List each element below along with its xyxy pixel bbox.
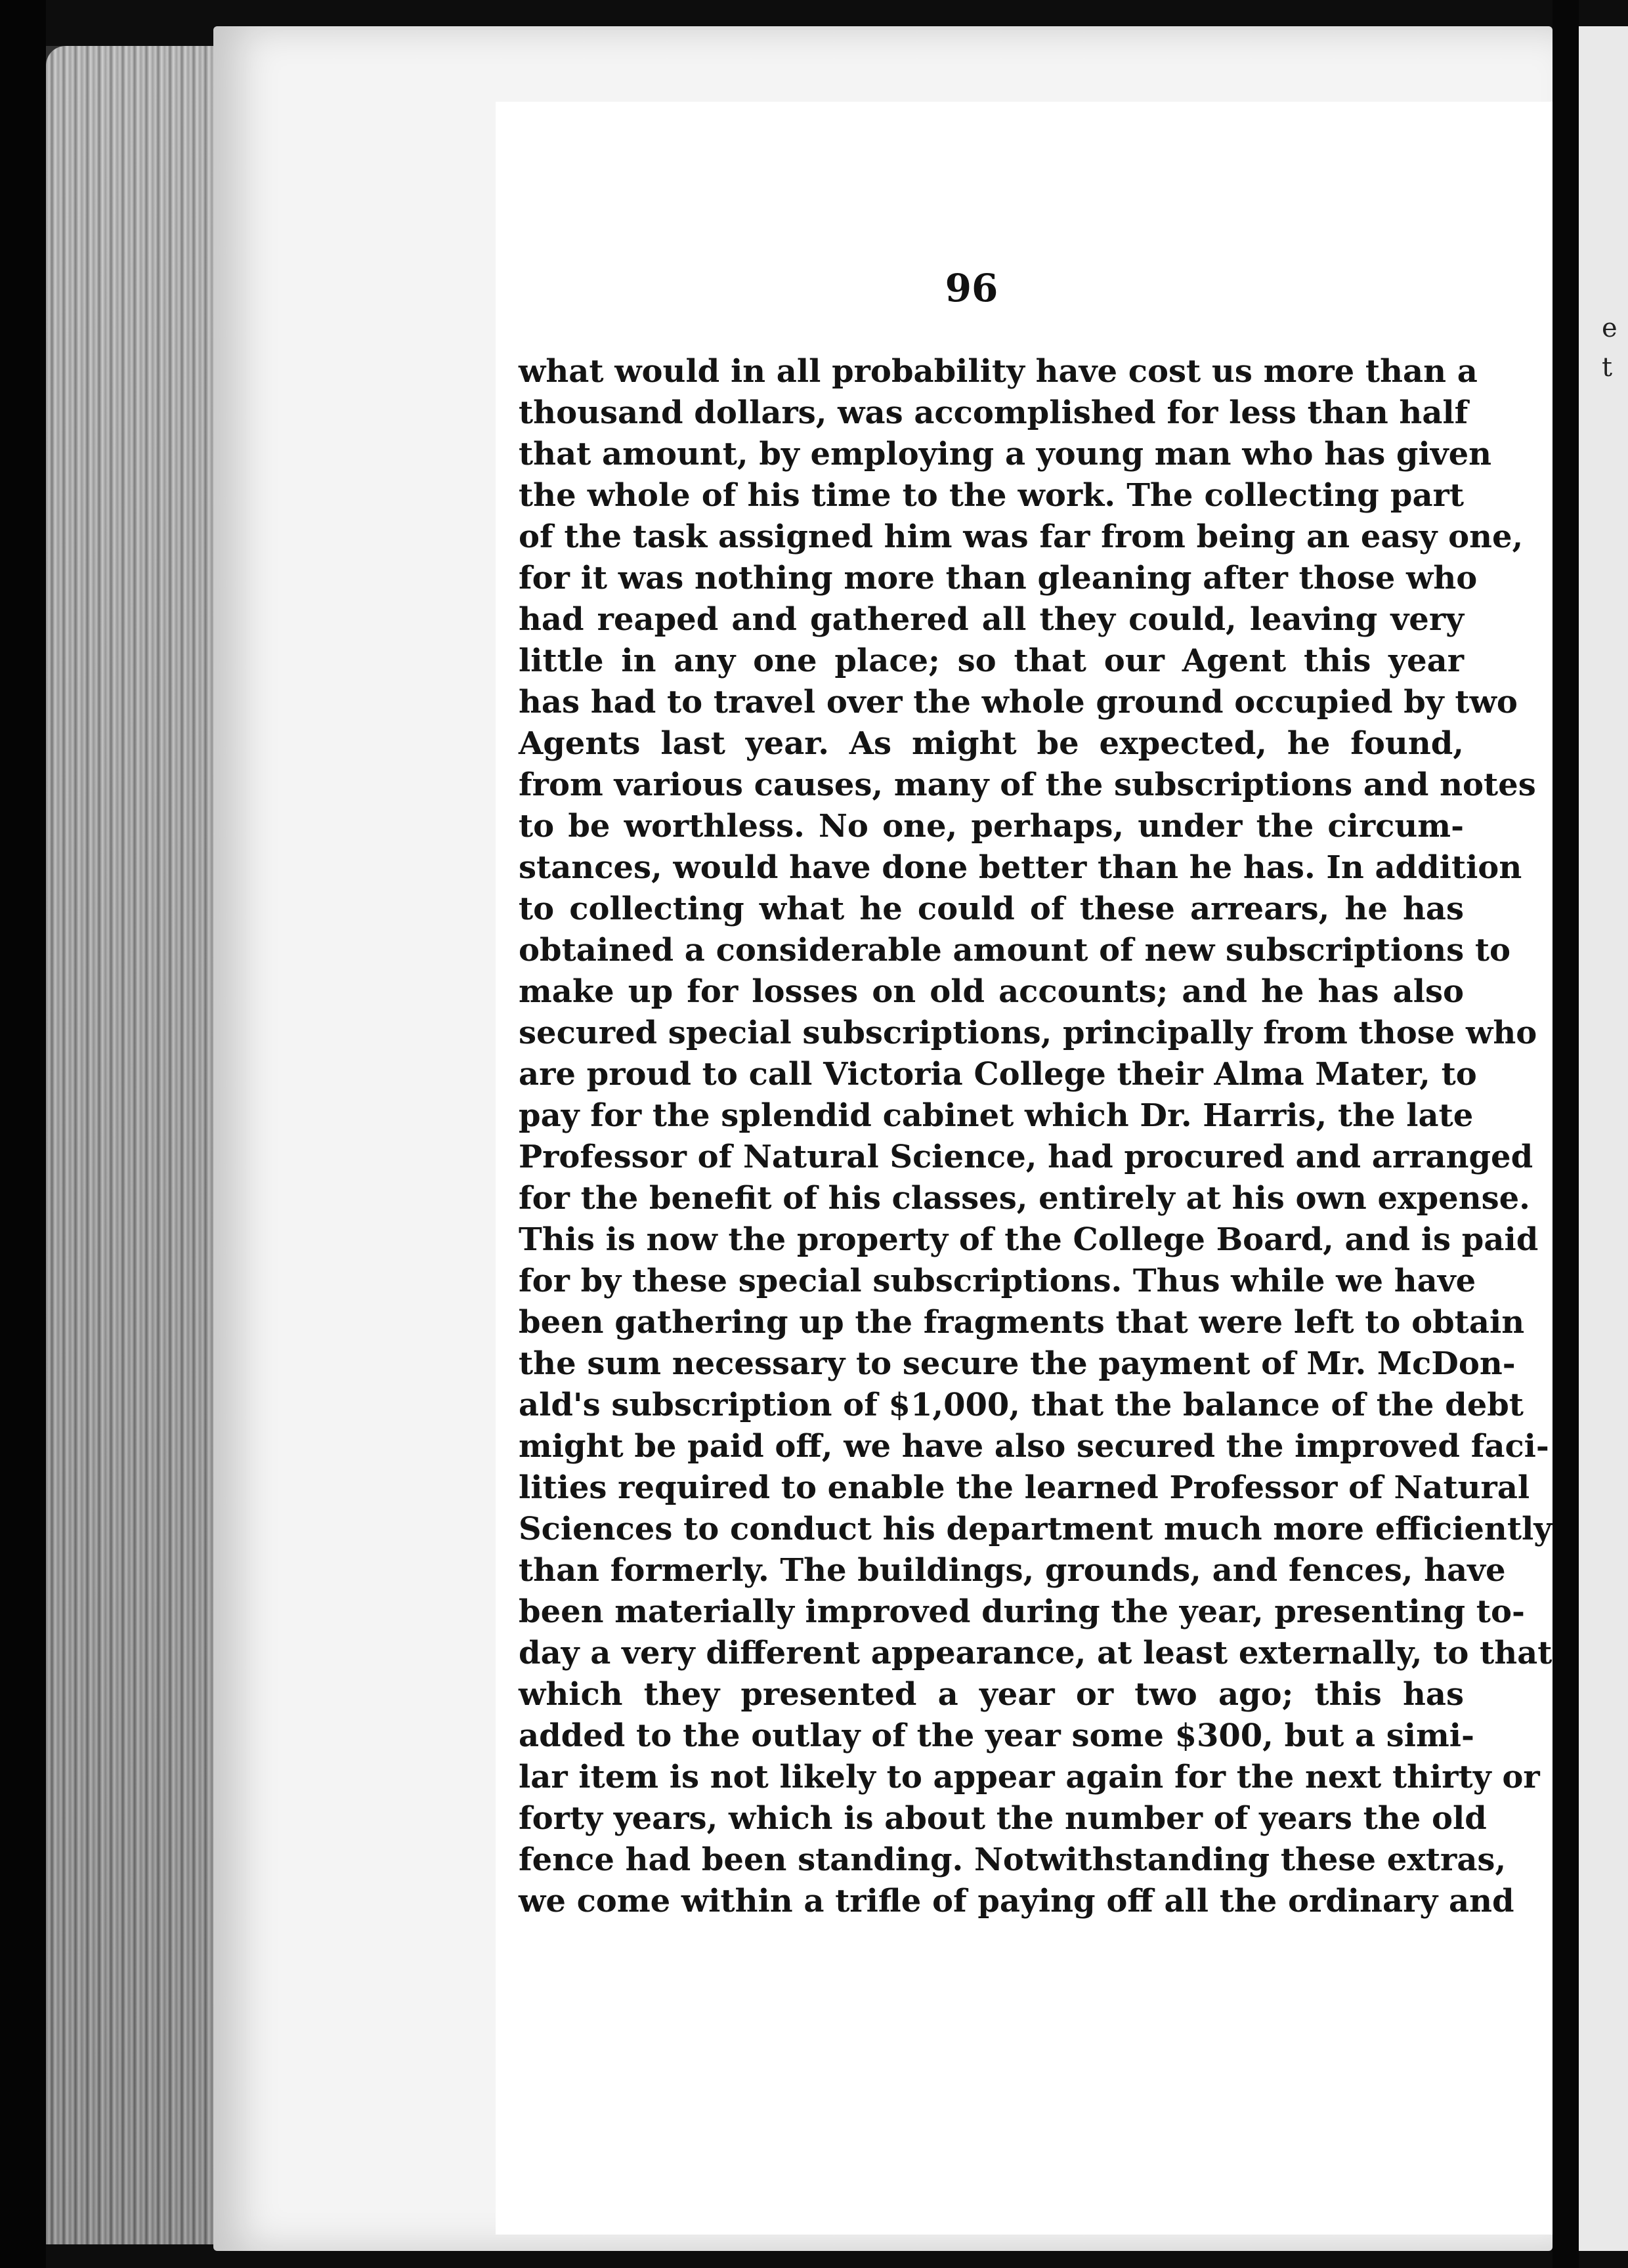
facing-mark: e [1602,313,1617,343]
text-line: added to the outlay of the year some $300, but a simi- [519,1717,1474,1754]
text-line: little in any one place; so that our Agent this year [519,642,1464,679]
text-line: the whole of his time to the work. The collecting part [519,477,1464,514]
text-line: Professor of Natural Science, had procured and arranged [519,1139,1533,1175]
text-line: for it was nothing more than gleaning after those who [519,560,1478,597]
facing-page-marks [1602,308,1617,387]
text-line: of the task assigned him was far from being an easy one, [519,518,1524,555]
text-line: might be paid off, we have also secured the improved faci- [519,1428,1549,1465]
text-line: been gathering up the fragments that were left to obtain [519,1304,1525,1341]
text-line: for by these special subscriptions. Thus while we have [519,1263,1476,1299]
page-number: 96 [945,266,998,310]
text-line: day a very different appearance, at least externally, to that [519,1635,1553,1671]
text-line: than formerly. The buildings, grounds, and fences, have [519,1552,1506,1589]
text-line: stances, would have done better than he has. In addition [519,849,1522,886]
text-line: Agents last year. As might be expected, he found, [519,725,1464,762]
text-line: been materially improved during the year, presenting to- [519,1593,1525,1630]
text-line: we come within a trifle of paying off all the ordinary and [519,1883,1514,1920]
text-line: which they presented a year or two ago; this has [519,1676,1464,1713]
body-text [519,351,1553,1922]
text-line: are proud to call Victoria College their Alma Mater, to [519,1056,1477,1093]
text-line: secured special subscriptions, principally from those who [519,1015,1537,1051]
text-line: forty years, which is about the number of years the old [519,1800,1487,1837]
page-stack-edges [46,46,223,2244]
text-line: lar item is not likely to appear again for the next thirty or [519,1759,1540,1796]
text-line: ald's subscription of $1,000, that the balance of the debt [519,1387,1524,1423]
text-line: has had to travel over the whole ground occupied by two [519,684,1518,721]
text-line: the sum necessary to secure the payment of Mr. McDon- [519,1345,1516,1382]
film-edge [0,0,46,2268]
facing-mark: t [1602,352,1613,383]
text-line: had reaped and gathered all they could, leaving very [519,601,1464,638]
text-line: thousand dollars, was accomplished for less than half [519,394,1468,431]
text-line: to be worthless. No one, perhaps, under the circum- [519,808,1464,845]
book-gutter [1553,0,1579,2268]
text-line: that amount, by employing a young man who has given [519,436,1492,472]
text-line: for the benefit of his classes, entirely at his own expense. [519,1180,1530,1217]
text-line: pay for the splendid cabinet which Dr. Harris, the late [519,1097,1474,1134]
text-line: obtained a considerable amount of new subscriptions to [519,932,1511,969]
text-line: fence had been standing. Notwithstanding these extras, [519,1841,1507,1878]
text-line: what would in all probability have cost us more than a [519,353,1478,390]
text-line: This is now the property of the College Board, and is paid [519,1221,1539,1258]
text-line: make up for losses on old accounts; and he has also [519,973,1464,1010]
text-line: from various causes, many of the subscriptions and notes [519,766,1536,803]
text-line: Sciences to conduct his department much more efficiently [519,1511,1553,1547]
text-line: to collecting what he could of these arrears, he has [519,891,1464,927]
text-line: lities required to enable the learned Professor of Natural [519,1469,1530,1506]
